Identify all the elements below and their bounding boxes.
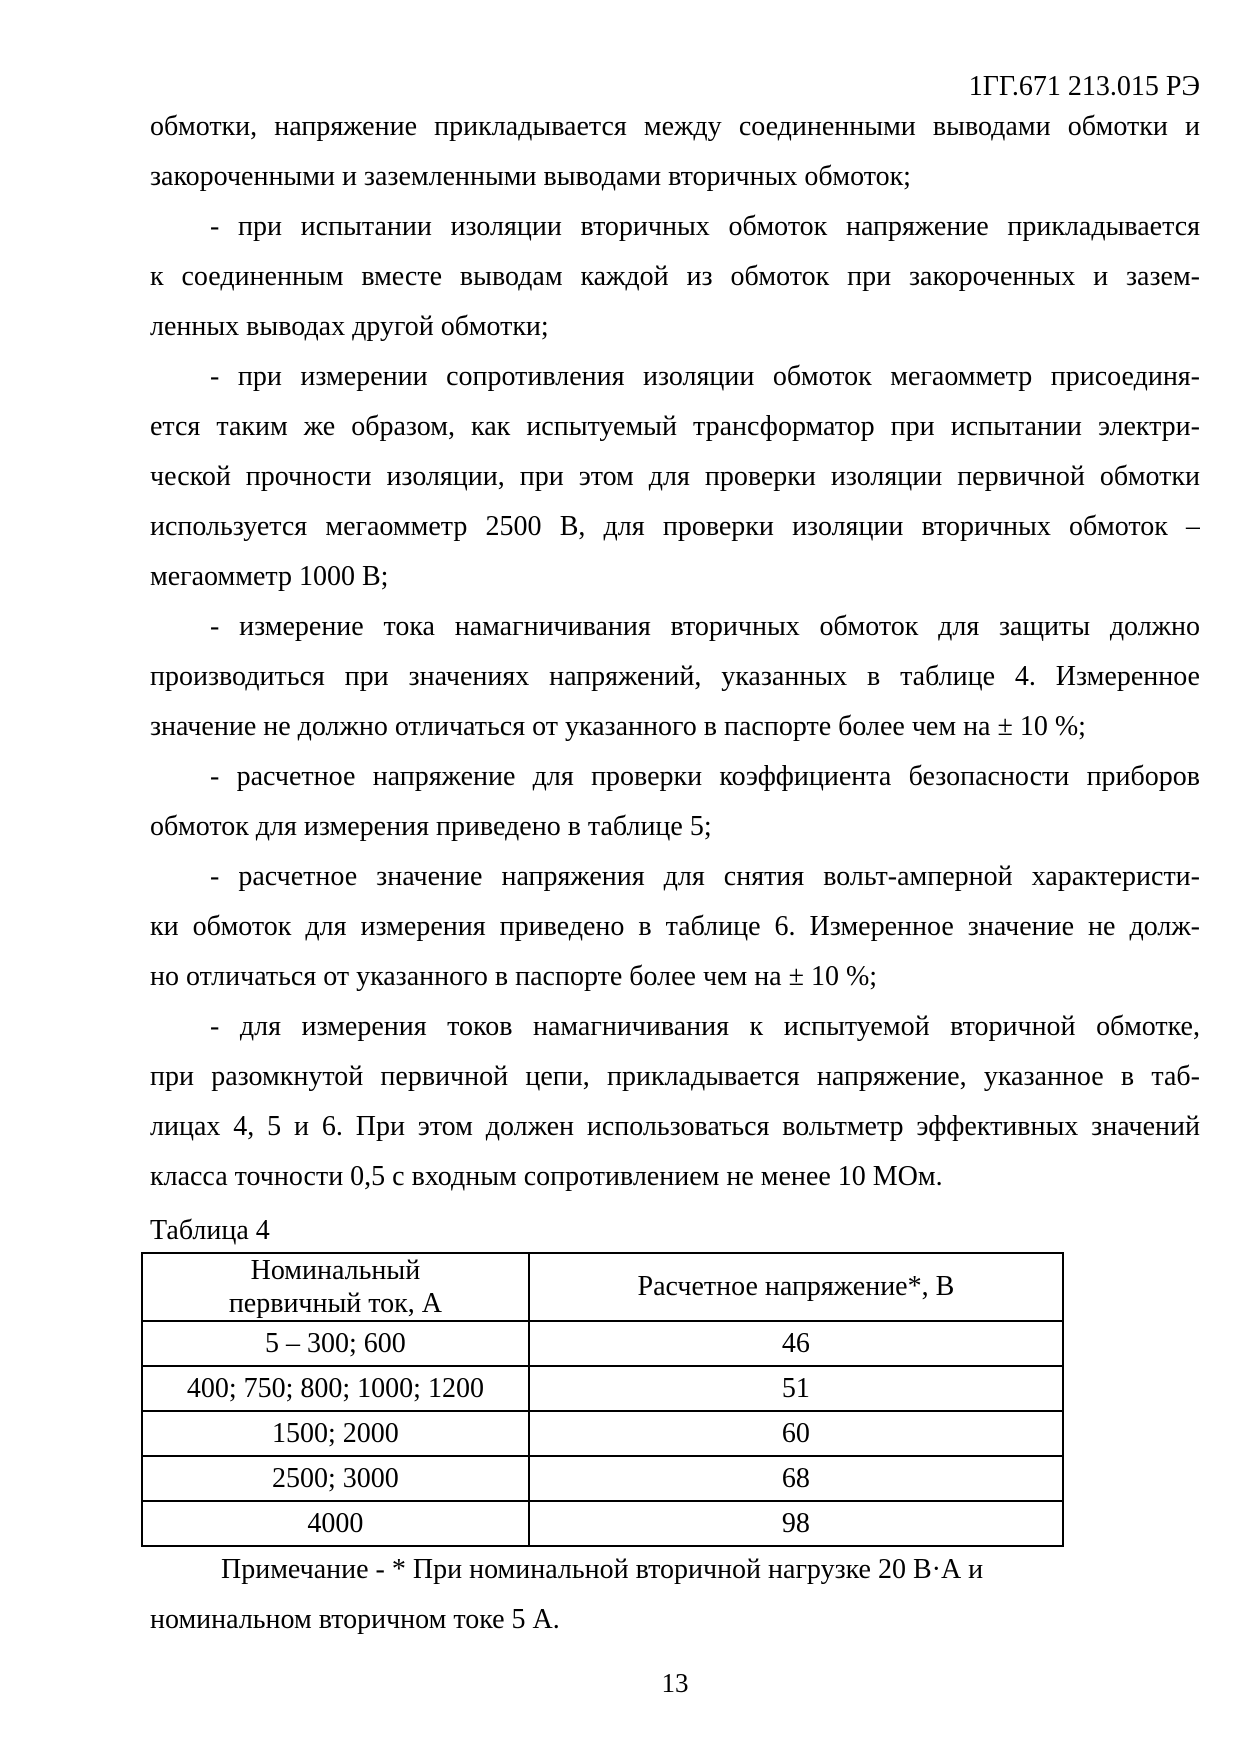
text-line: обмоток для измерения приведено в таблице 5; [150, 811, 712, 842]
text-line: ки обмоток для измерения приведено в таблице 6. Измеренное значение не долж- [150, 911, 1200, 942]
table-header-row [142, 1253, 1063, 1321]
cell-calculated-voltage: 46 [529, 1321, 1063, 1366]
column-header-primary-current [142, 1253, 529, 1321]
text-line: значение не должно отличаться от указанного в паспорте более чем на ± 10 %; [150, 711, 1086, 742]
document-code: 1ГГ.671 213.015 РЭ [968, 71, 1200, 102]
cell-calculated-voltage: 51 [529, 1366, 1063, 1411]
paragraph [150, 752, 1200, 852]
cell-calculated-voltage: 98 [529, 1501, 1063, 1546]
paragraph [150, 602, 1200, 752]
paragraph [150, 1002, 1200, 1202]
column-header-calculated-voltage [529, 1253, 1063, 1321]
text-line: при разомкнутой первичной цепи, прикладывается напряжение, указанное в таб- [150, 1061, 1200, 1092]
text-line: класса точности 0,5 с входным сопротивлением не менее 10 МОм. [150, 1161, 943, 1192]
paragraph [150, 852, 1200, 1002]
text-line: закороченными и заземленными выводами вторичных обмоток; [150, 161, 911, 192]
text-line: лицах 4, 5 и 6. При этом должен использоваться вольтметр эффективных значений [150, 1111, 1200, 1142]
cell-primary-current: 4000 [142, 1501, 529, 1546]
text-line: к соединенным вместе выводам каждой из обмоток при закороченных и зазем- [150, 261, 1200, 292]
column-header-line: Расчетное напряжение*, В [637, 1271, 955, 1302]
text-line: ется таким же образом, как испытуемый трансформатор при испытании электри- [150, 411, 1200, 442]
paragraph [150, 102, 1200, 202]
text-line: - расчетное значение напряжения для снятия вольт-амперной характеристи- [210, 861, 1200, 892]
table-row [142, 1501, 1063, 1546]
cell-calculated-voltage: 68 [529, 1456, 1063, 1501]
cell-primary-current: 2500; 3000 [142, 1456, 529, 1501]
text-line: обмотки, напряжение прикладывается между соединенными выводами обмотки и [150, 111, 1200, 142]
note-line: номинальном вторичном токе 5 А. [150, 1604, 560, 1635]
text-line: - измерение тока намагничивания вторичных обмоток для защиты должно [210, 611, 1200, 642]
table-4 [141, 1252, 1064, 1547]
text-line: мегаомметр 1000 В; [150, 561, 389, 592]
text-line: производиться при значениях напряжений, указанных в таблице 4. Измеренное [150, 661, 1200, 692]
table-4-body [142, 1321, 1063, 1546]
page-number: 13 [661, 1668, 689, 1698]
body-text [150, 102, 1200, 1202]
table-row [142, 1321, 1063, 1366]
column-header-line: первичный ток, А [228, 1288, 442, 1319]
text-line: - при измерении сопротивления изоляции обмоток мегаомметр присоединя- [210, 361, 1200, 392]
paragraph [150, 202, 1200, 352]
text-line: ленных выводах другой обмотки; [150, 311, 549, 342]
table-4-label: Таблица 4 [150, 1215, 270, 1246]
table-4-header [142, 1253, 1063, 1321]
text-line: - для измерения токов намагничивания к испытуемой вторичной обмотке, [210, 1011, 1200, 1042]
text-line: - расчетное напряжение для проверки коэффициента безопасности приборов [210, 761, 1200, 792]
cell-primary-current: 1500; 2000 [142, 1411, 529, 1456]
text-line: используется мегаомметр 2500 В, для проверки изоляции вторичных обмоток – [150, 511, 1200, 542]
table-row [142, 1456, 1063, 1501]
paragraph [150, 352, 1200, 602]
text-line: ческой прочности изоляции, при этом для проверки изоляции первичной обмотки [150, 461, 1200, 492]
cell-calculated-voltage: 60 [529, 1411, 1063, 1456]
text-line: но отличаться от указанного в паспорте более чем на ± 10 %; [150, 961, 878, 992]
cell-primary-current: 5 – 300; 600 [142, 1321, 529, 1366]
note-line: Примечание - * При номинальной вторичной нагрузке 20 В·А и [221, 1554, 984, 1585]
cell-primary-current: 400; 750; 800; 1000; 1200 [142, 1366, 529, 1411]
table-row [142, 1366, 1063, 1411]
table-row [142, 1411, 1063, 1456]
column-header-line: Номинальный [250, 1255, 421, 1286]
table-note [150, 1545, 1200, 1645]
text-line: - при испытании изоляции вторичных обмоток напряжение прикладывается [210, 211, 1200, 242]
